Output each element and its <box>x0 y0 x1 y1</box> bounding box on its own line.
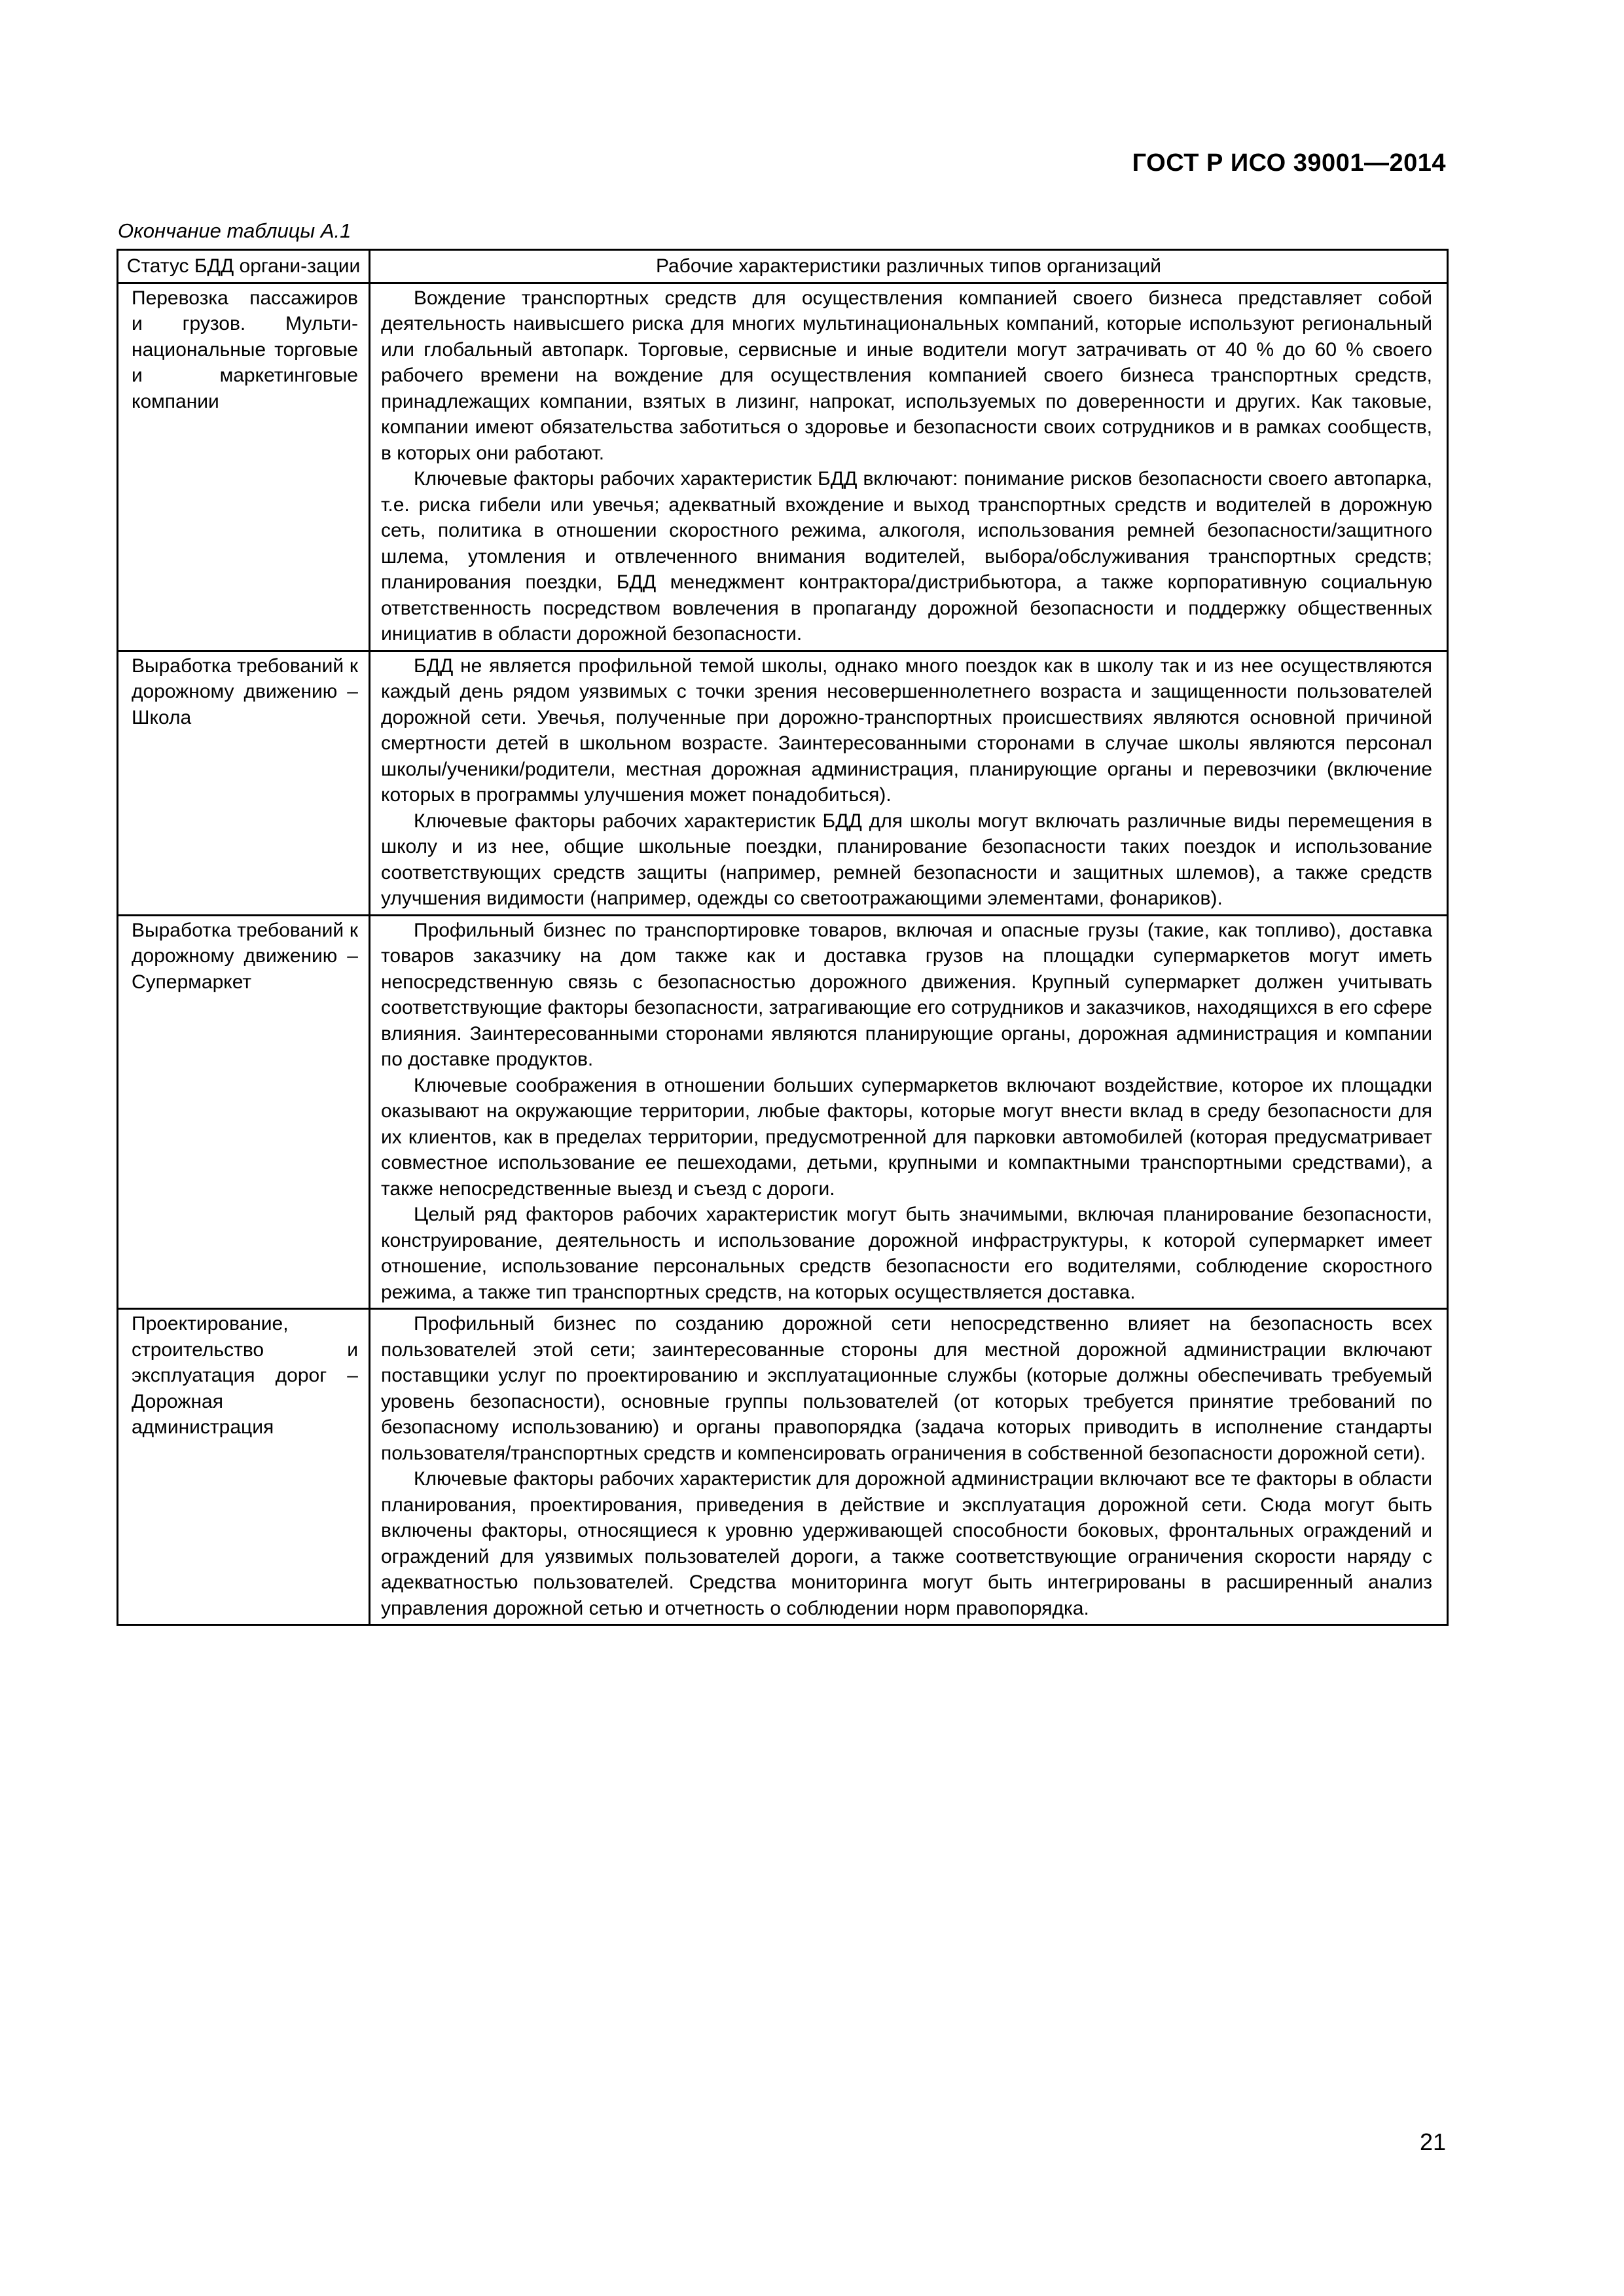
table-row <box>118 1309 1448 1625</box>
status-cell: Выработка требований к дорожному движению – Супермаркет <box>118 915 370 1309</box>
status-cell: Выработка требований к дорожному движению – Школа <box>118 651 370 915</box>
column-header-status: Статус БДД органи-зации <box>118 250 370 283</box>
table-header-row <box>118 250 1448 283</box>
table-row <box>118 915 1448 1309</box>
table-row <box>118 283 1448 651</box>
paragraph: Ключевые соображения в отношении больших супермаркетов включают воздействие, которое их площадки оказывают на окружающие территории, любые факторы, которые могут внести вклад в среду безопасности для их клиентов, как в пределах территории, предусмотренной для парковки автомобилей (которая предусматривает совместное использование ее пешеходами, детьми, крупными и компактными транспортными средствами), а также непосредственные выезд и съезд с дороги. <box>381 1074 1432 1200</box>
paragraph: Вождение транспортных средств для осуществления компанией своего бизнеса представляет собой деятельность наивысшего риска для многих мультинациональных компаний, которые используют региональный или глобальный автопарк. Торговые, сервисные и иные водители могут затрачивать от 40 % до 60 % своего рабочего времени на вождение для осуществления компанией своего бизнеса транспортных средств, принадлежащих компании, взятых в лизинг, напрокат, используемых по доверенности и других. Как таковые, компании имеют обязательства заботиться о здоровье и безопасности своих сотрудников и в рамках сообществ, в которых они работают. <box>381 287 1432 464</box>
paragraph: Целый ряд факторов рабочих характеристик могут быть значимыми, включая планирование безопасности, конструирование, деятельность и использование дорожной инфраструктуры, к которой супермаркет имеет отношение, использование персональных средств безопасности его водителями, соблюдение скоростного режима, а также тип транспортных средств, на которых осуществляется доставка. <box>381 1204 1432 1303</box>
table-row <box>118 651 1448 915</box>
standard-designation: ГОСТ Р ИСО 39001—2014 <box>1132 149 1446 177</box>
characteristics-cell <box>370 915 1448 1309</box>
column-header-characteristics: Рабочие характеристики различных типов организаций <box>370 250 1448 283</box>
paragraph: Ключевые факторы рабочих характеристик БДД включают: понимание рисков безопасности своего автопарка, т.е. риска гибели или увечья; адекватный вхождение и выход транспортных средств и водителей в дорожную сеть, политика в отношении скоростного режима, алкоголя, использования ремней безопасности/защитного шлема, утомления и отвлеченного внимания водителей, выбора/обслуживания транспортных средств; планирования поездки, БДД менеджмент контрактора/дистрибьютора, а также корпоративную социальную ответственность посредством вовлечения в пропаганду дорожной безопасности и поддержку общественных инициатив в области дорожной безопасности. <box>381 468 1432 645</box>
status-cell: Проектирование, строительство и эксплуатация дорог – Дорожная администрация <box>118 1309 370 1625</box>
characteristics-cell <box>370 1309 1448 1625</box>
characteristics-cell <box>370 651 1448 915</box>
page-number: 21 <box>1419 2128 1446 2155</box>
status-cell: Перевозка пассажиров и грузов. Мульти-национальные торговые и маркетинговые компании <box>118 283 370 651</box>
paragraph: Профильный бизнес по созданию дорожной сети непосредственно влияет на безопасность всех пользователей этой сети; заинтересованные стороны для местной дорожной администрации включают поставщики услуг по проектированию и эксплуатационные службы (которые должны обеспечивать требуемый уровень безопасности), основные группы пользователей (от которых требуется принятие требований по безопасному использованию) и органы правопорядка (задача которых приводить в исполнение стандарты пользователя/транспортных средств и компенсировать ограничения в собственной безопасности дорожной сети). <box>381 1313 1432 1464</box>
characteristics-table <box>117 249 1449 1626</box>
paragraph: Ключевые факторы рабочих характеристик БДД для школы могут включать различные виды перемещения в школу и из нее, общие школьные поездки, планирование безопасности таких поездок и использование соответствующих средств защиты (например, ремней безопасности и защитных шлемов), а также средств улучшения видимости (например, одежды со светоотражающими элементами, фонариков). <box>381 810 1432 909</box>
paragraph: Профильный бизнес по транспортировке товаров, включая и опасные грузы (такие, как топливо), доставка товаров заказчику на дом также как и доставка грузов на площадки супермаркетов могут иметь непосредственную связь с безопасностью дорожного движения. Крупный супермаркет должен учитывать соответствующие факторы безопасности, затрагивающие его сотрудников и заказчиков, находящихся в его сфере влияния. Заинтересованными сторонами являются планирующие органы, дорожная администрация и компании по доставке продуктов. <box>381 919 1432 1070</box>
characteristics-cell <box>370 283 1448 651</box>
table-caption: Окончание таблицы А.1 <box>118 219 352 242</box>
paragraph: БДД не является профильной темой школы, однако много поездок как в школу так и из нее осуществляются каждый день рядом уязвимых с точки зрения несовершеннолетнего возраста и защищенности пользователей дорожной сети. Увечья, полученные при дорожно-транспортных происшествиях являются основной причиной смертности детей в школьном возрасте. Заинтересованными сторонами в случае школы являются персонал школы/ученики/родители, местная дорожная администрация, планирующие органы и перевозчики (включение которых в программы улучшения может понадобиться). <box>381 655 1432 806</box>
paragraph: Ключевые факторы рабочих характеристик для дорожной администрации включают все те факторы в области планирования, проектирования, приведения в действие и эксплуатация дорожной сети. Сюда могут быть включены факторы, относящиеся к уровню удерживающей способности боковых, фронтальных ограждений и ограждений для уязвимых пользователей дороги, а также соответствующие ограничения скорости наряду с адекватностью пользователей. Средства мониторинга могут быть интегрированы в расширенный анализ управления дорожной сетью и отчетность о соблюдении норм правопорядка. <box>381 1468 1432 1619</box>
